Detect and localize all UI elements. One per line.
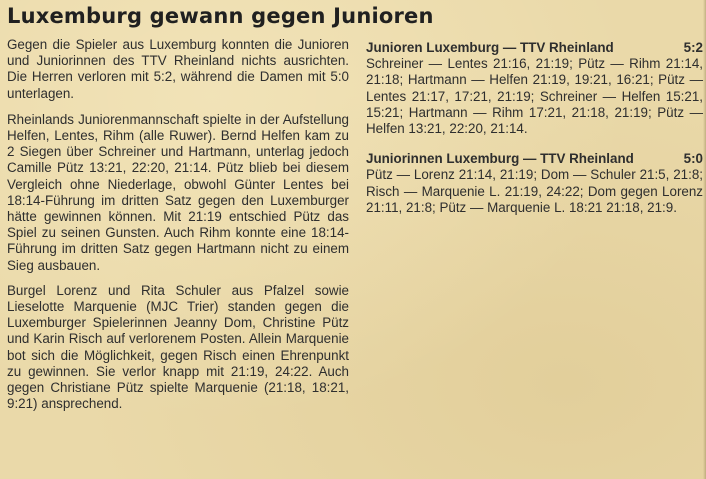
results-heading-juniorinnen bbox=[366, 151, 703, 167]
results-text: Pütz — Lorenz 21:14, 21:19; Dom — Schuler 21:5, 21:8; Risch — Marquenie L. 21:19, 24:22; Dom gegen Lorenz 21:11, 21:8; Pütz — Marquenie L. 18:21 21:18, 21:9. bbox=[366, 167, 703, 215]
results-block-junioren bbox=[366, 40, 703, 137]
results-block-juniorinnen bbox=[366, 151, 703, 216]
results-title: Junioren Luxemburg — TTV Rheinland bbox=[366, 40, 614, 55]
results-heading-junioren bbox=[366, 40, 703, 56]
results-title: Juniorinnen Luxemburg — TTV Rheinland bbox=[366, 151, 634, 167]
results-score: 5:2 bbox=[683, 40, 703, 55]
article-paragraph-juniorinnen: Burgel Lorenz und Rita Schuler aus Pfalzel sowie Lieselotte Marquenie (MJC Trier) standen gegen die Luxemburger Spielerinnen Jeanny Dom, Christine Pütz und Karin Risch auf verlorenem Posten. Allein Marquenie bot sich die Möglichkeit, gegen Risch einen Ehrenpunkt zu gewinnen. Sie verlor knapp mit 21:19, 24:22. Auch gegen Christiane Pütz spielte Marquenie (21:18, 18:21, 9:21) ansprechend. bbox=[7, 282, 349, 412]
article-body-column bbox=[7, 37, 349, 420]
results-column bbox=[366, 40, 703, 230]
results-score: 5:0 bbox=[683, 151, 703, 167]
article-paragraph-intro: Gegen die Spieler aus Luxemburg konnten die Junioren und Juniorinnen des TTV Rheinland nichts ausrichten. Die Herren verloren mit 5:2, während die Damen mit 5:0 unterlagen. bbox=[7, 37, 349, 101]
results-text: Schreiner — Lentes 21:16, 21:19; Pütz — Rihm 21:14, 21:18; Hartmann — Helfen 21:19, 19:21, 16:21; Pütz — Lentes 21:17, 17:21, 21:19; Schreiner — Helfen 15:21, 15:21; Hartmann — Rihm 17:21, 21:18, 21:19; Pütz — Helfen 13:21, 22:20, 21:14. bbox=[366, 56, 703, 137]
article-paragraph-juniors: Rheinlands Juniorenmannschaft spielte in der Aufstellung Helfen, Lentes, Rihm (alle Ruwer). Bernd Helfen kam zu 2 Siegen über Schreiner und Hartmann, unterlag jedoch Camille Pütz 13:21, 22:20, 21:14. Pütz blieb bei diesem Vergleich ohne Niederlage, obwohl Günter Lentes bei 18:14-Führung im dritten Satz gegen den Luxemburger hätte gewinnen können. Mit 21:19 entschied Pütz das Spiel zu seinen Gunsten. Auch Rihm konnte eine 18:14-Führung im dritten Satz gegen Hartmann nicht zu einem Sieg ausbauen. bbox=[7, 111, 349, 273]
article-headline: Luxemburg gewann gegen Junioren bbox=[7, 4, 434, 28]
